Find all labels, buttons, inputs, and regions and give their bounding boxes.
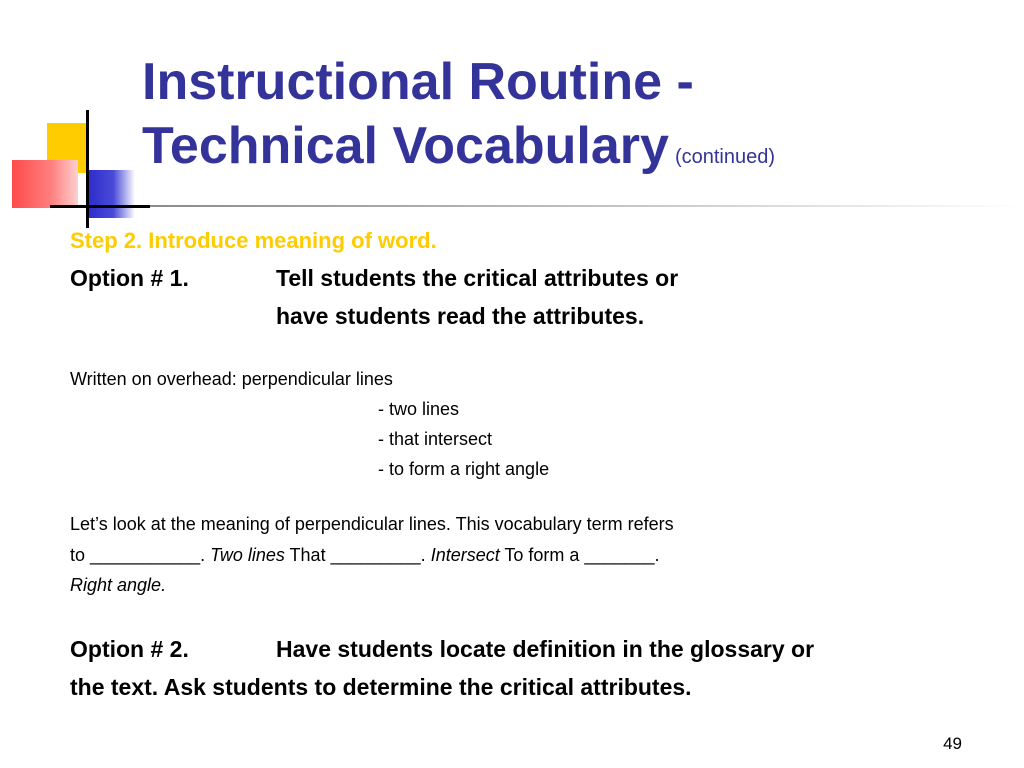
overhead-item-3: - to form a right angle: [378, 459, 550, 479]
answer-right-angle: Right angle.: [70, 575, 167, 595]
paragraph-line-2: [70, 545, 660, 566]
paragraph-line-1: Let’s look at the meaning of perpendicular lines. This vocabulary term refers: [70, 514, 674, 534]
option2-line2: the text. Ask students to determine the critical attributes.: [70, 674, 692, 700]
page-number: 49: [943, 734, 962, 753]
overhead-item-1: - two lines: [378, 399, 460, 419]
answer-two-lines: Two lines: [210, 545, 285, 565]
option2-label: Option # 2.: [70, 636, 189, 662]
option1-line2: have students read the attributes.: [276, 303, 645, 329]
overhead-intro: Written on overhead: perpendicular lines: [70, 369, 393, 389]
title-continued: (continued): [674, 146, 775, 168]
step-heading: Step 2. Introduce meaning of word.: [70, 228, 437, 253]
option2-line1: Have students locate definition in the glossary or: [276, 636, 815, 662]
horizontal-line-decoration: [50, 205, 150, 208]
title-underline-rule: [150, 205, 1024, 207]
blank-to-form: To form a _______.: [504, 545, 660, 565]
vertical-line-decoration: [86, 110, 89, 228]
answer-intersect: Intersect: [430, 545, 500, 565]
blank-that: That _________.: [289, 545, 426, 565]
title-line-2: Technical Vocabulary: [142, 117, 669, 175]
slide-title: [142, 50, 775, 189]
blank-to: to ___________.: [70, 545, 206, 565]
title-line-1: Instructional Routine -: [142, 53, 694, 111]
option1-line1: Tell students the critical attributes or: [276, 265, 679, 291]
overhead-item-2: - that intersect: [378, 429, 493, 449]
option1-label: Option # 1.: [70, 265, 189, 291]
red-square-decoration: [12, 160, 78, 208]
blue-square-decoration: [87, 170, 135, 218]
